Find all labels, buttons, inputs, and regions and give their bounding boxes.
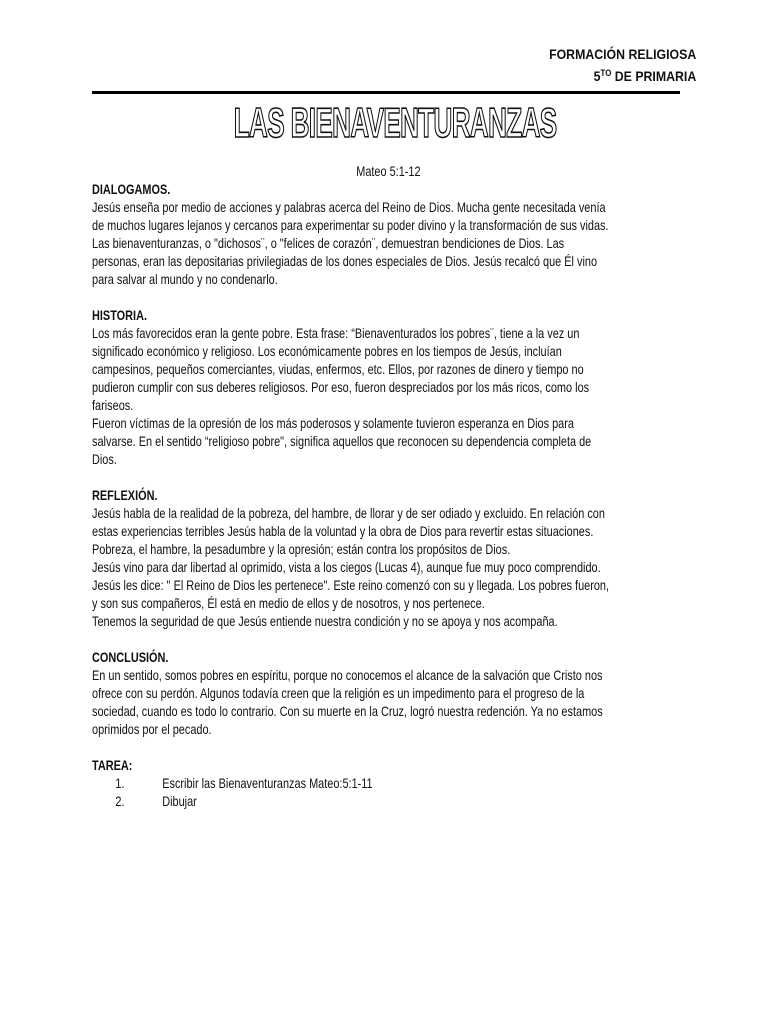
- paragraph-line: para salvar al mundo y no condenarlo.: [92, 271, 278, 287]
- paragraph-line: de muchos lugares lejanos y cercanos para experimentar su poder divino y la transformación de sus vidas.: [92, 217, 609, 233]
- paragraph-line: pudieron cumplir con sus deberes religiosos. Por eso, fueron despreciados por los más ricos, como los: [92, 379, 590, 395]
- section-historia: [92, 306, 699, 468]
- paragraph-line: Las bienaventuranzas, o "dichosos¨, o "felices de corazón¨, demuestran bendiciones de Dios. Las: [92, 235, 565, 251]
- paragraph-line: Tenemos la seguridad de que Jesús entiende nuestra condición y no se apoya y nos acompaña.: [92, 613, 558, 629]
- document-body: [92, 162, 699, 810]
- grade-number: 5: [593, 68, 601, 84]
- paragraph-line: y son sus compañeros, Él está en medio de ellos y de nosotros, y nos pertenece.: [92, 595, 485, 611]
- document-header: [549, 44, 696, 86]
- section-heading: DIALOGAMOS.: [92, 181, 171, 197]
- section-conclusion: [92, 648, 699, 738]
- paragraph-line: Pobreza, el hambre, la pesadumbre y la opresión; están contra los propósitos de Dios.: [92, 541, 511, 557]
- paragraph-line: sociedad, cuando es todo lo contrario. Con su muerte en la Cruz, logró nuestra redención. Ya no estamos: [92, 703, 603, 719]
- paragraph-line: ofrece con su perdón. Algunos todavía creen que la religión es un impedimento para el progreso de la: [92, 685, 585, 701]
- section-tarea: [92, 756, 699, 810]
- paragraph-line: Jesús enseña por medio de acciones y palabras acerca del Reino de Dios. Mucha gente necesitada venía: [92, 199, 606, 215]
- section-reflexion: [92, 486, 699, 630]
- section-heading: TAREA:: [92, 757, 133, 773]
- grade-label: [549, 66, 696, 86]
- paragraph-line: Jesús habla de la realidad de la pobreza, del hambre, de llorar y de ser odiado y excluido. En relación con: [92, 505, 605, 521]
- task-number: 2.: [115, 793, 125, 809]
- paragraph-line: personas, eran las depositarias privilegiadas de los dones especiales de Dios. Jesús recalcó que Él vino: [92, 253, 598, 269]
- bible-reference: Mateo 5:1-12: [356, 163, 421, 179]
- paragraph-line: Jesús les dice: " El Reino de Dios les pertenece". Este reino comenzó con su y llegada. Los pobres fueron,: [92, 577, 610, 593]
- section-dialogamos: [92, 180, 699, 288]
- section-heading: HISTORIA.: [92, 307, 148, 323]
- paragraph-line: En un sentido, somos pobres en espíritu, porque no conocemos el alcance de la salvación que Cristo nos: [92, 667, 603, 683]
- paragraph-line: Dios.: [92, 451, 117, 467]
- grade-text: DE PRIMARIA: [611, 68, 696, 84]
- task-text: Escribir las Bienaventuranzas Mateo:5:1-11: [162, 775, 373, 791]
- task-number: 1.: [115, 775, 125, 791]
- header-divider: [92, 91, 680, 94]
- paragraph-line: estas experiencias terribles Jesús habla de la voluntad y la obra de Dios para revertir estas situaciones.: [92, 523, 594, 539]
- section-heading: CONCLUSIÓN.: [92, 649, 169, 665]
- task-item: [92, 792, 699, 810]
- task-item: [92, 774, 699, 792]
- paragraph-line: campesinos, pequeños comerciantes, viudas, enfermos, etc. Ellos, por razones de dinero y tiempo no: [92, 361, 584, 377]
- paragraph-line: significado económico y religioso. Los económicamente pobres en los tiempos de Jesús, incluían: [92, 343, 562, 359]
- subject-label: FORMACIÓN RELIGIOSA: [548, 46, 696, 62]
- page-title: LAS BIENAVENTURANZAS: [233, 99, 557, 146]
- paragraph-line: oprimidos por el pecado.: [92, 721, 212, 737]
- paragraph-line: salvarse. En el sentido “religioso pobre", significa aquellos que reconocen su dependencia completa de: [92, 433, 592, 449]
- section-heading: REFLEXIÓN.: [92, 487, 158, 503]
- grade-suffix: TO: [600, 68, 612, 78]
- paragraph-line: Fueron víctimas de la opresión de los más poderosos y solamente tuvieron esperanza en Dios para: [92, 415, 574, 431]
- task-text: Dibujar: [162, 793, 197, 809]
- paragraph-line: Los más favorecidos eran la gente pobre. Esta frase: “Bienaventurados los pobres¨, tiene a la vez un: [92, 325, 580, 341]
- paragraph-line: Jesús vino para dar libertad al oprimido, vista a los ciegos (Lucas 4), aunque fue muy poco comprendido.: [92, 559, 601, 575]
- task-list: [92, 774, 699, 810]
- paragraph-line: fariseos.: [92, 397, 134, 413]
